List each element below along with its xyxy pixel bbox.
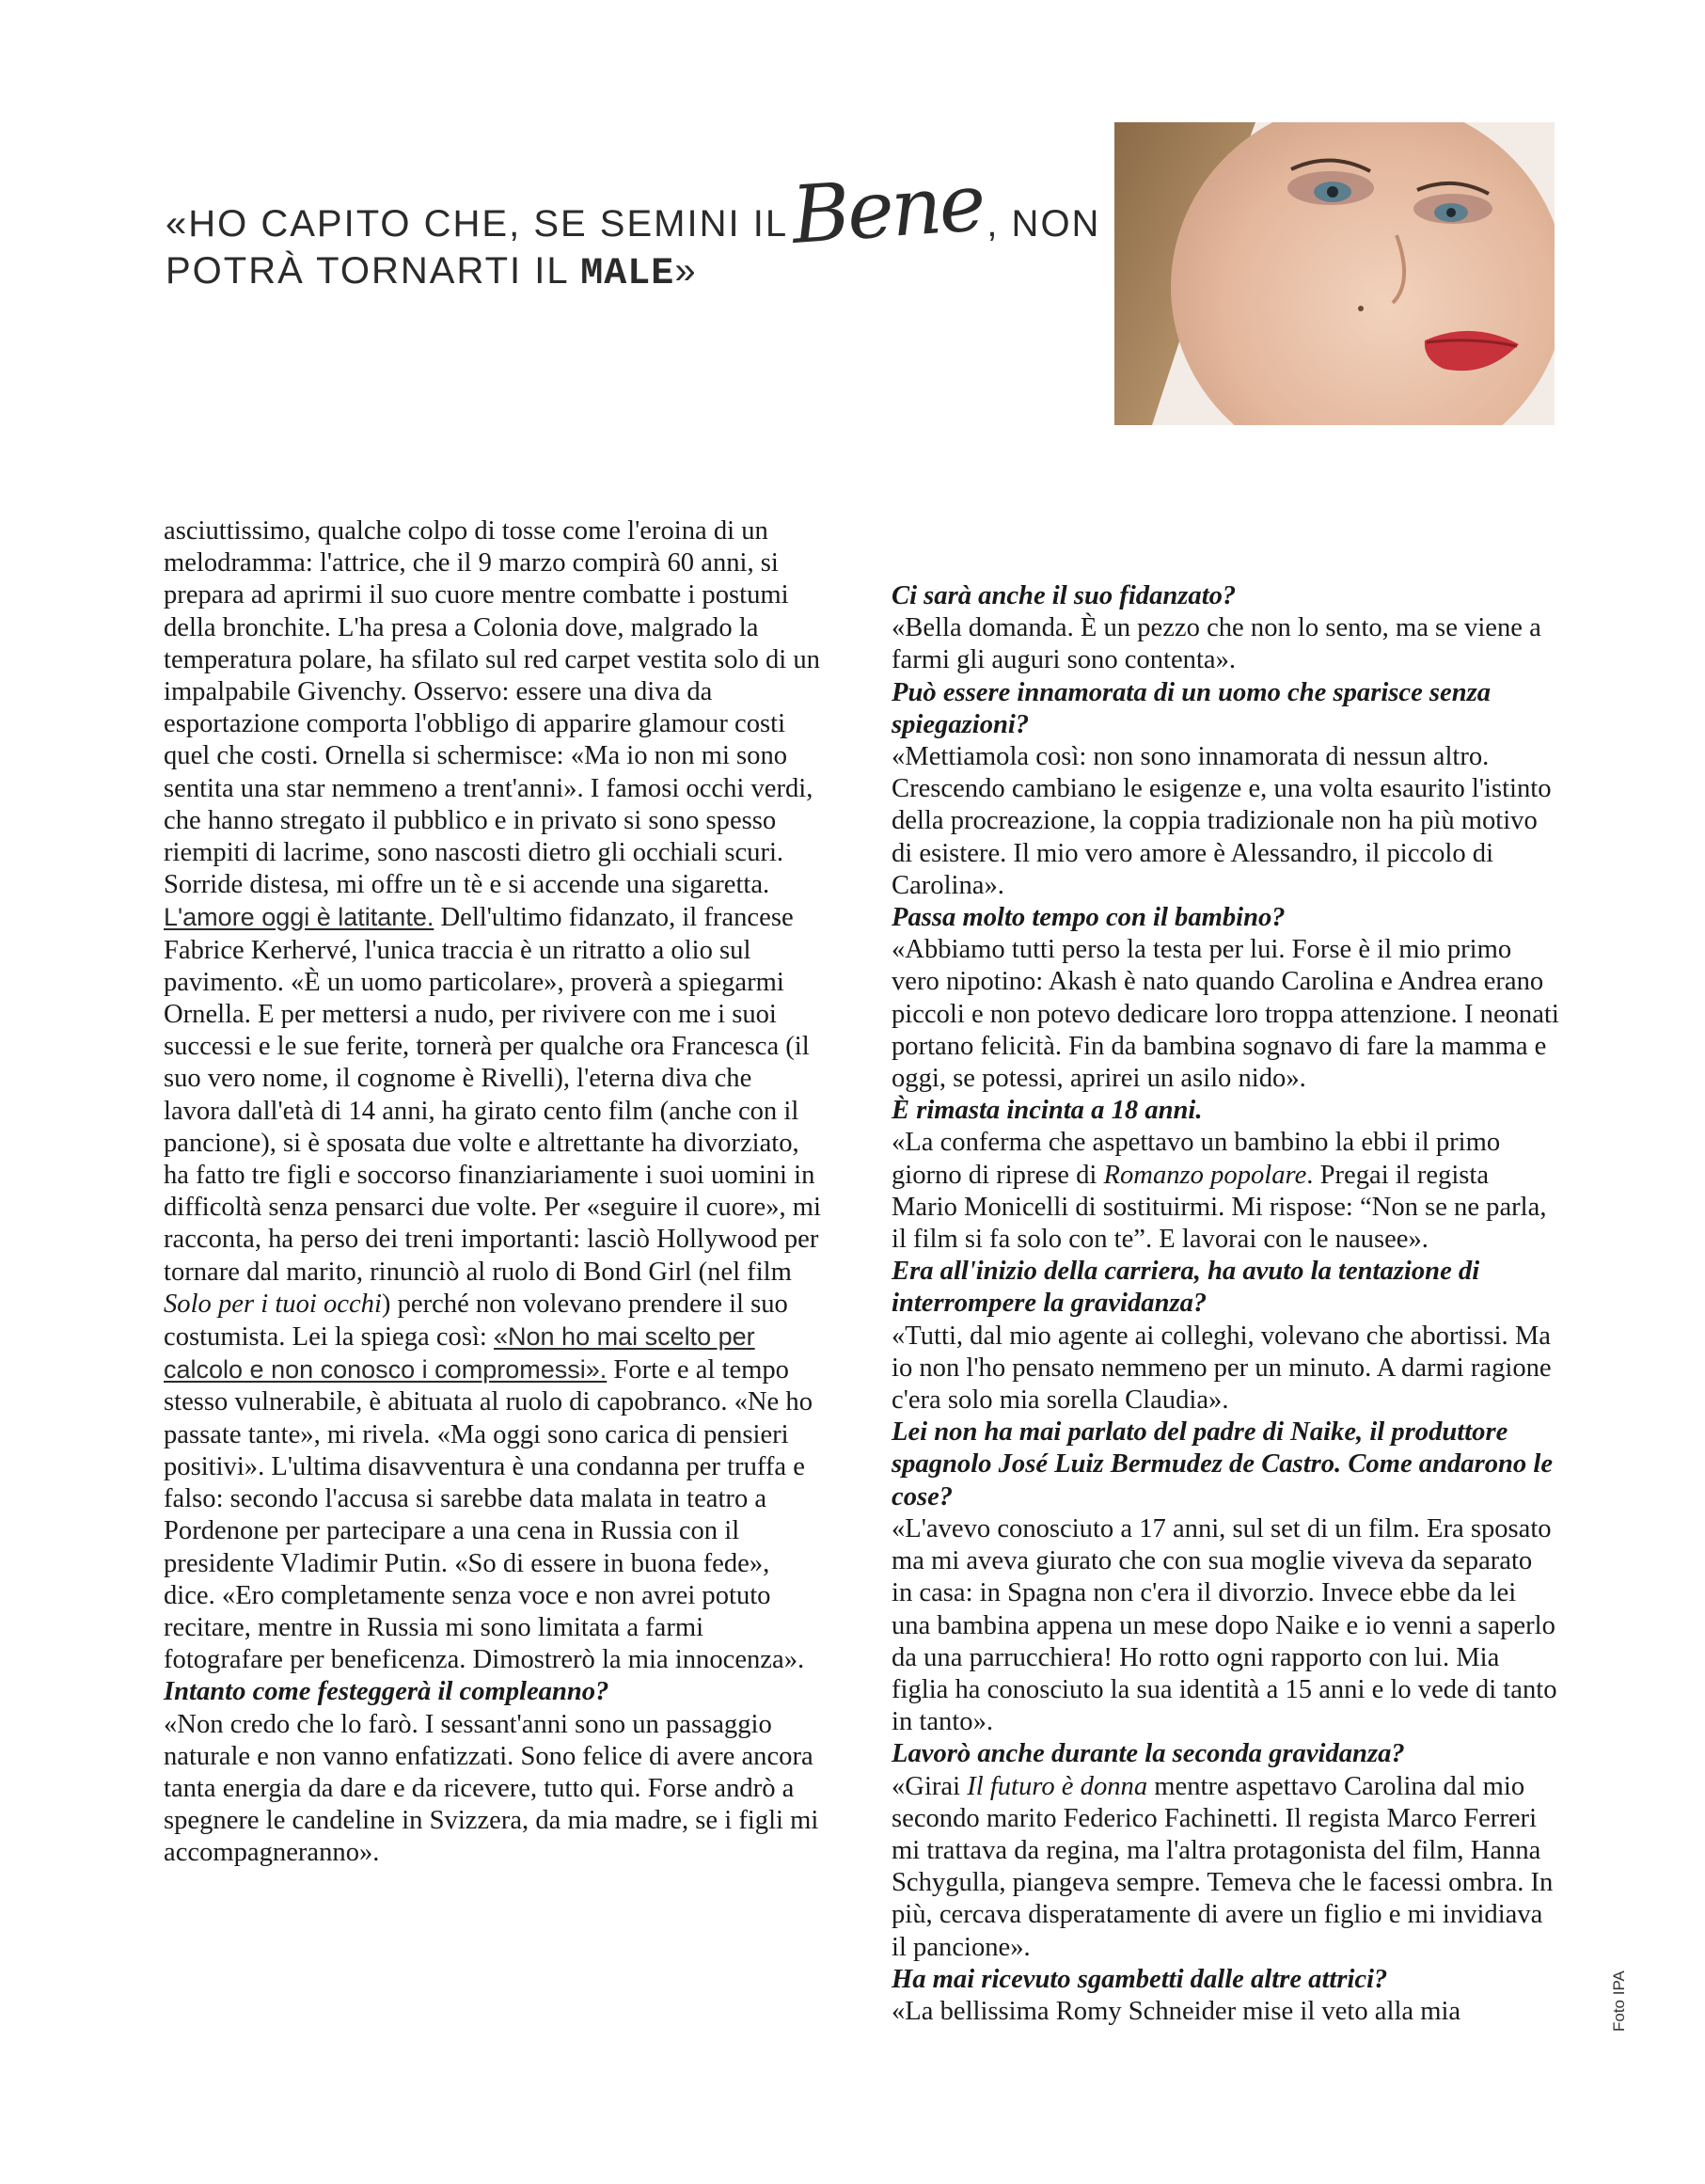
text-run: «La conferma che aspettavo un bambino la ebbi il primo giorno di riprese di (892, 1128, 1501, 1190)
interview-answer: «Bella domanda. È un pezzo che non lo sento, ma se viene a farmi gli auguri sono contenta». (892, 613, 1541, 675)
pull-quote-after-script: , NON (987, 203, 1101, 245)
pull-quote-close: » (674, 250, 698, 292)
paragraph (164, 901, 824, 1676)
film-title: Solo per i tuoi occhi (164, 1289, 382, 1319)
text-run: «Girai (892, 1771, 968, 1801)
interview-answer: «Tutti, dal mio agente ai colleghi, volevano che abortissi. Ma io non l'ho pensato nemmeno per un minuto. A darmi ragione c'era solo mia sorella Claudia». (892, 1321, 1552, 1416)
text-run: Dell'ultimo fidanzato, il francese Fabrice Kerhervé, l'unica traccia è un ritratto a olio sul pavimento. «È un uomo particolare», proverà a spiegarmi Ornella. E per mettersi a nudo, per rivivere con me i suoi successi e le sue ferite, tornerà per qualche ora Francesca (il suo vero nome, il cognome è Rivelli), l'eterna diva che lavora dall'età di 14 anni, ha girato cento film (anche con il pancione), si è sposata due volte e altrettante ha divorziato, ha fatto tre figli e soccorso finanziariamente i suoi uomini in difficoltà senza pensarci due volte. Per «seguire il cuore», mi racconta, ha perso dei treni importanti: lasciò Hollywood per tornare dal marito, rinunciò al ruolo di Bond Girl (nel film (164, 903, 821, 1287)
text-run: Forte e al tempo stesso vulnerabile, è abituata al ruolo di capobranco. «Ne ho passate tante», mi rivela. «Ma oggi sono carica di pensieri positivi». L'ultima disavventura è una condanna per truffa e falso: secondo l'accusa si sarebbe data malata in teatro a Pordenone per partecipare a una cena in Russia con il presidente Vladimir Putin. «So di essere in buona fede», dice. «Ero completamente senza voce e non avrei potuto recitare, mentre in Russia mi sono limitata a farmi fotografare per beneficenza. Dimostrerò la mia innocenza». (164, 1355, 813, 1675)
film-title: Romanzo popolare (1103, 1160, 1307, 1190)
section-lead-in: L'amore oggi è latitante. (164, 903, 434, 932)
interview-answer: «Abbiamo tutti perso la testa per lui. Forse è il mio primo vero nipotino: Akash è nato quando Carolina e Andrea erano piccoli e non potevo dedicare loro troppa attenzione. I neonati portano felicità. Fin da bambina sognavo di fare la mamma e oggi, se potessi, aprirei un asilo nido». (892, 935, 1559, 1094)
interview-answer: «Non credo che lo farò. I sessant'anni sono un passaggio naturale e non vanno enfatizzati. Sono felice di avere ancora tanta energia da dare e da ricevere, tutto qui. Forse andrò a spegnere le candeline in Svizzera, da mia madre, se i figli mi accompagneranno». (164, 1709, 819, 1868)
pull-quote-line-1 (166, 156, 1101, 261)
article-column-right (892, 580, 1559, 2028)
interview-answer: «La bellissima Romy Schneider mise il veto alla mia (892, 1996, 1461, 2026)
interview-answer (892, 1771, 1559, 1964)
interview-answer: «Mettiamola così: non sono innamorata di nessun altro. Crescendo cambiano le esigenze e, una volta esaurito l'istinto della procreazione, la coppia tradizionale non ha più motivo di esistere. Il mio vero amore è Alessandro, il piccolo di Carolina». (892, 742, 1552, 900)
interview-question: È rimasta incinta a 18 anni. (892, 1096, 1203, 1126)
interview-question: Era all'inizio della carriera, ha avuto la tentazione di interrompere la gravidanza? (892, 1257, 1480, 1319)
portrait-photo (1114, 122, 1555, 425)
interview-question: Passa molto tempo con il bambino? (892, 903, 1286, 933)
paragraph: asciuttissimo, qualche colpo di tosse come l'eroina di un melodramma: l'attrice, che il 9 marzo compirà 60 anni, si prepara ad aprirmi il suo cuore mentre combatte i postumi della bronchite. L'ha presa a Colonia dove, malgrado la temperatura polare, ha sfilato sul red carpet vestita solo di un impalpabile Givenchy. Osservo: essere una diva da esportazione comporta l'obbligo di apparire glamour costi quel che costi. Ornella si schermisce: «Ma io non mi sono sentita una star nemmeno a trent'anni». I famosi occhi verdi, che hanno stregato il pubblico e in privato si sono spesso riempiti di lacrime, sono nascosti dietro gli occhiali scuri. Sorride distesa, mi offre un tè e si accende una sigaretta. (164, 516, 820, 900)
interview-question: Lei non ha mai parlato del padre di Naike, il produttore spagnolo José Luiz Bermudez de Castro. Come andarono le cose? (892, 1417, 1554, 1511)
pull-quote-mono-word: MALE (580, 253, 675, 295)
interview-answer: «L'avevo conosciuto a 17 anni, sul set di un film. Era sposato ma mi aveva giurato che con sua moglie viveva da separato in casa: in Spagna non c'era il divorzio. Invece ebbe da lei una bambina appena un mese dopo Naike e io venni a saperlo da una parrucchiera! Ho rotto ogni rapporto con lui. Mia figlia ha conosciuto la sua identità a 15 anni e lo vede di tanto in tanto». (892, 1513, 1557, 1737)
portrait-illustration (1114, 122, 1555, 425)
pull-quote-script-word: Bene (788, 156, 987, 261)
interview-question: Intanto come festeggerà il compleanno? (164, 1677, 609, 1707)
interview-answer (892, 1127, 1559, 1256)
interview-question: Lavorò anche durante la seconda gravidanza? (892, 1739, 1405, 1769)
article-column-left (164, 515, 824, 1870)
interview-question: Ha mai ricevuto sgambetti dalle altre attrici? (892, 1964, 1388, 1994)
pull-quote-line-2 (166, 250, 698, 295)
highlighted-quote: «Non ho mai scelto per calcolo e non conosco i compromessi». (164, 1322, 755, 1385)
photo-credit: Foto IPA (1610, 1970, 1628, 2032)
text-run: . Pregai il regista Mario Monicelli di sostituirmi. Mi rispose: “Non se ne parla, il film si fa solo con te”. E lavorai con le nausee». (892, 1160, 1547, 1255)
text-run: mentre aspettavo Carolina dal mio secondo marito Federico Fachinetti. Il regista Marco Ferreri mi trattava da regina, ma l'altra protagonista del film, Hanna Schygulla, piangeva sempre. Temeva che le facessi ombra. In più, cercava disperatamente di avere un figlio e mi invidiava il pancione». (892, 1771, 1554, 1962)
text-run: ) perché non volevano prendere il suo costumista. Lei la spiega così: (164, 1289, 788, 1353)
pull-quote-line2-start: POTRÀ TORNARTI IL (166, 250, 569, 292)
pull-quote-open: «HO CAPITO CHE, SE SEMINI IL (166, 203, 789, 245)
film-title: Il futuro è donna (967, 1771, 1148, 1801)
interview-question: Può essere innamorata di un uomo che sparisce senza spiegazioni? (892, 677, 1492, 739)
interview-question: Ci sarà anche il suo fidanzato? (892, 581, 1237, 610)
